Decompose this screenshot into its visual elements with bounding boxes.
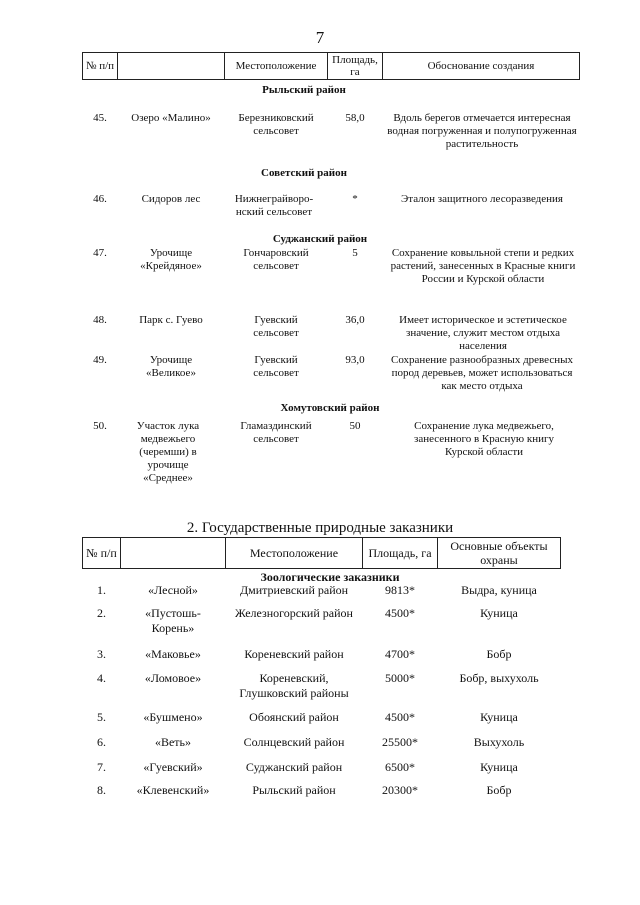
row-area: 20300* <box>382 783 418 797</box>
row-area: 5000* <box>385 671 415 685</box>
row-area: * <box>352 193 358 205</box>
row-reason: Сохранение разнообразных древесных пород деревьев, может использоваться как место отдыха <box>390 354 573 392</box>
row-area: 4500* <box>385 710 415 724</box>
row-area: 36,0 <box>345 314 365 326</box>
header-location: Местоположение <box>225 537 363 569</box>
row-location: Березниковский сельсовет <box>238 112 314 137</box>
district-heading: Хомутовский район <box>280 402 380 414</box>
row-name: Озеро «Малино» <box>131 112 211 124</box>
row-number: 7. <box>97 760 106 774</box>
row-area: 50 <box>349 420 361 432</box>
header-number: № п/п <box>82 537 121 569</box>
row-reason: Имеет историческое и эстетическое значение, служит местом отдыха населения <box>399 314 567 352</box>
row-location: Солнцевский район <box>243 735 345 749</box>
row-reason: Эталон защитного лесоразведения <box>400 193 563 205</box>
row-objects: Куница <box>480 606 518 620</box>
row-number: 47. <box>93 247 107 259</box>
row-objects: Выхухоль <box>473 735 525 749</box>
row-number: 8. <box>97 783 106 797</box>
row-location: Гончаровский сельсовет <box>243 247 309 272</box>
row-location: Рыльский район <box>252 783 336 797</box>
header-area: Площадь, га <box>327 52 383 80</box>
row-name: «Ломовое» <box>144 671 202 685</box>
row-number: 4. <box>97 671 106 685</box>
district-heading: Суджанский район <box>272 233 368 245</box>
row-location: Железногорский район <box>235 606 353 620</box>
row-number: 45. <box>93 112 107 124</box>
row-name: «Лесной» <box>148 583 198 597</box>
header-area: Площадь, га <box>362 537 438 569</box>
row-name: «Веть» <box>154 735 192 749</box>
row-area: 93,0 <box>345 354 365 366</box>
row-number: 2. <box>97 606 106 620</box>
row-number: 6. <box>97 735 106 749</box>
row-name: Сидоров лес <box>141 193 201 205</box>
header-reason: Обоснование создания <box>382 52 580 80</box>
row-location: Гуевский сельсовет <box>253 314 299 339</box>
row-location: Дмитриевский район <box>239 583 349 597</box>
row-area: 9813* <box>385 583 415 597</box>
row-objects: Бобр <box>486 647 512 661</box>
row-location: Нижнеграйворо-нский сельсовет <box>234 193 314 218</box>
subsection-heading: Зоологические заказники <box>260 570 400 584</box>
row-location: Гуевский сельсовет <box>253 354 299 379</box>
header-objects: Основные объекты охраны <box>437 537 561 569</box>
row-name: «Гуевский» <box>143 760 203 774</box>
row-location: Кореневский район <box>244 647 344 661</box>
row-number: 48. <box>93 314 107 326</box>
row-location: Обоянский район <box>249 710 339 724</box>
section-title: 2. Государственные природные заказники <box>186 520 454 536</box>
row-number: 49. <box>93 354 107 366</box>
district-heading: Советский район <box>261 167 347 179</box>
district-heading: Рыльский район <box>262 84 346 96</box>
row-objects: Бобр <box>486 783 512 797</box>
row-reason: Сохранение лука медвежьего, занесенного в Красную книгу Курской области <box>414 420 554 458</box>
row-number: 3. <box>97 647 106 661</box>
row-reason: Сохранение ковыльной степи и редких растений, занесенных в Красные книги России и Курской области <box>390 247 576 285</box>
row-name: «Клевенский» <box>136 783 210 797</box>
row-objects: Выдра, куница <box>461 583 537 597</box>
row-name: «Пустошь-Корень» <box>145 606 201 635</box>
header-location: Местоположение <box>224 52 328 80</box>
row-location: Суджанский район <box>245 760 343 774</box>
row-objects: Куница <box>480 760 518 774</box>
row-name: «Маковье» <box>145 647 201 661</box>
row-number: 50. <box>93 420 107 432</box>
row-name: Урочище «Крейдяное» <box>140 247 202 272</box>
row-name: Участок лука медвежьего (черемши) в урочище «Среднее» <box>136 420 200 484</box>
row-number: 5. <box>97 710 106 724</box>
row-location: Гламаздинский сельсовет <box>240 420 312 445</box>
header-name <box>117 52 225 80</box>
row-area: 6500* <box>385 760 415 774</box>
row-number: 1. <box>97 583 106 597</box>
row-location: Кореневский, Глушковский районы <box>239 671 349 700</box>
row-area: 5 <box>352 247 358 259</box>
row-reason: Вдоль берегов отмечается интересная водная погруженная и полупогруженная растительность <box>387 112 577 150</box>
header-number: № п/п <box>82 52 118 80</box>
row-name: Урочище «Великое» <box>146 354 196 379</box>
row-number: 46. <box>93 193 107 205</box>
page-number: 7 <box>315 28 325 47</box>
row-objects: Куница <box>480 710 518 724</box>
row-name: Парк с. Гуево <box>139 314 203 326</box>
header-name <box>120 537 226 569</box>
row-name: «Бушмено» <box>143 710 203 724</box>
row-area: 58,0 <box>345 112 365 124</box>
row-objects: Бобр, выхухоль <box>459 671 539 685</box>
row-area: 4700* <box>385 647 415 661</box>
row-area: 25500* <box>382 735 418 749</box>
row-area: 4500* <box>385 606 415 620</box>
